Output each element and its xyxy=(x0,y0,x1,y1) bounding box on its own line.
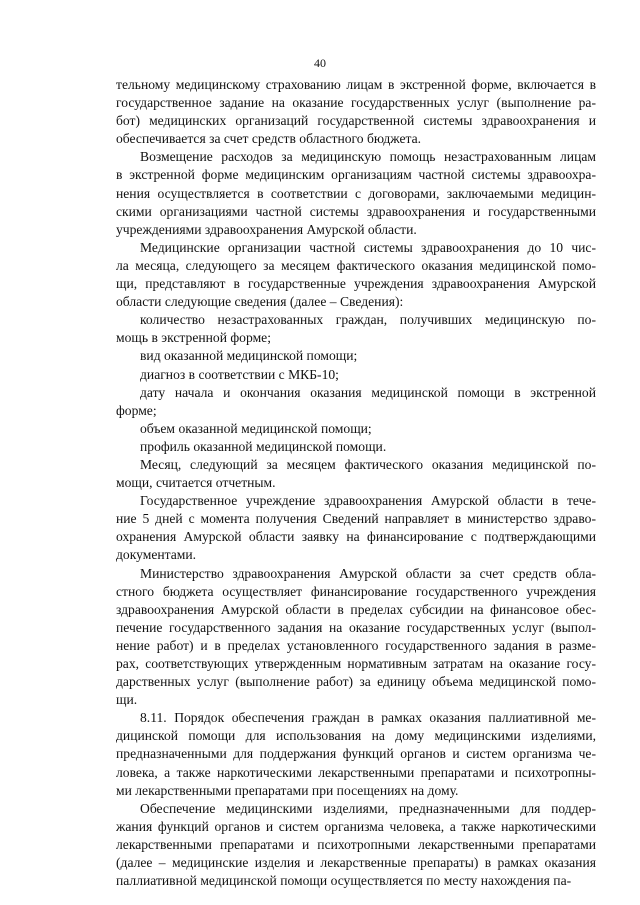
text-line: жания функций органов и систем организма человека, а также наркотическими xyxy=(116,818,596,834)
text-line: 8.11. Порядок обеспечения граждан в рамках оказания паллиативной ме- xyxy=(140,710,596,726)
text-line: бот) медицинских организаций государственной системы здравоохранения и xyxy=(116,113,596,129)
paragraph xyxy=(116,492,596,564)
text-line: ла месяца, следующего за месяцем фактического оказания медицинской помо- xyxy=(116,257,596,273)
text-line: стного бюджета осуществляет финансирование государственного учреждения xyxy=(116,583,596,599)
paragraph xyxy=(116,709,596,799)
paragraph xyxy=(116,565,596,710)
text-line: вид оказанной медицинской помощи; xyxy=(140,348,358,364)
paragraph xyxy=(116,239,596,311)
text-line: мощь в экстренной форме; xyxy=(116,330,271,346)
text-line: тельному медицинскому страхованию лицам в экстренной форме, включается в xyxy=(116,77,596,92)
text-line: здравоохранения Амурской области в пределах субсидии на финансовое обес- xyxy=(116,601,596,617)
text-line: объем оказанной медицинской помощи; xyxy=(140,420,372,436)
text-line: профиль оказанной медицинской помощи. xyxy=(140,438,387,454)
paragraph xyxy=(116,148,596,238)
text-line: ми лекарственными препаратами при посещениях на дому. xyxy=(116,782,459,798)
paragraph xyxy=(116,311,596,347)
text-line: области следующие сведения (далее – Сведения): xyxy=(116,294,404,310)
text-line: рах, соответствующих утвержденным нормативным затратам на оказание госу- xyxy=(116,656,596,671)
text-line: скими организациями частной системы здравоохранения и государственными xyxy=(116,203,596,219)
text-line: Медицинские организации частной системы здравоохранения до 10 чис- xyxy=(140,239,596,255)
paragraph xyxy=(116,438,596,456)
text-line: нения осуществляется в соответствии с договорами, заключаемыми медицин- xyxy=(116,185,596,201)
text-line: учреждениями здравоохранения Амурской области. xyxy=(116,221,417,237)
text-line: диагноз в соответствии с МКБ-10; xyxy=(140,366,339,382)
text-line: щи, представляют в государственные учреждения здравоохранения Амурской xyxy=(116,276,596,292)
paragraph xyxy=(116,420,596,438)
text-line: дицинской помощи для использования на дому медицинскими изделиями, xyxy=(116,728,596,744)
text-line: ние 5 дней с момента получения Сведений направляет в министерство здраво- xyxy=(116,511,596,527)
text-line: Возмещение расходов за медицинскую помощь незастрахованным лицам xyxy=(140,149,596,165)
paragraph xyxy=(116,456,596,492)
text-line: (далее – медицинские изделия и лекарственные препараты) в рамках оказания xyxy=(116,855,596,871)
text-line: Министерство здравоохранения Амурской области за счет средств обла- xyxy=(140,565,596,581)
paragraph xyxy=(116,366,596,384)
text-line: ловека, а также наркотическими лекарственными препаратами и психотропны- xyxy=(116,764,596,780)
text-line: обеспечивается за счет средств областного бюджета. xyxy=(116,131,422,147)
text-line: документами. xyxy=(116,547,197,563)
text-line: лекарственными препаратами и психотропными лекарственными препаратами xyxy=(116,836,596,852)
text-line: печение государственного задания на оказание государственных услуг (выпол- xyxy=(116,619,596,635)
paragraph xyxy=(116,347,596,365)
text-line: Обеспечение медицинскими изделиями, предназначенными для поддер- xyxy=(140,800,596,816)
text-line: паллиативной медицинской помощи осуществляется по месту нахождения па- xyxy=(116,873,572,889)
text-line: дату начала и окончания оказания медицинской помощи в экстренной xyxy=(140,384,596,400)
text-line: нение работ) и в пределах установленного государственного задания в разме- xyxy=(116,637,596,653)
text-line: мощи, считается отчетным. xyxy=(116,475,276,491)
text-line: охранения Амурской области заявку на финансирование с подтверждающими xyxy=(116,529,596,545)
text-line: Государственное учреждение здравоохранения Амурской области в тече- xyxy=(140,493,596,509)
text-line: количество незастрахованных граждан, получивших медицинскую по- xyxy=(140,312,596,328)
text-line: форме; xyxy=(116,402,157,418)
document-body xyxy=(116,76,596,890)
text-line: щи. xyxy=(116,692,138,708)
text-line: в экстренной форме медицинским организациям частной системы здравоохра- xyxy=(116,167,596,183)
paragraph xyxy=(116,800,596,890)
text-line: предназначенными для поддержания функций органов и систем организма че- xyxy=(116,746,596,762)
paragraph xyxy=(116,384,596,420)
paragraph xyxy=(116,76,596,148)
text-line: Месяц, следующий за месяцем фактического оказания медицинской по- xyxy=(140,456,596,472)
text-line: дарственных услуг (выполнение работ) за единицу объема медицинской помо- xyxy=(116,674,596,690)
page-number: 40 xyxy=(314,56,326,70)
text-line: государственное задание на оказание государственных услуг (выполнение ра- xyxy=(116,95,596,111)
